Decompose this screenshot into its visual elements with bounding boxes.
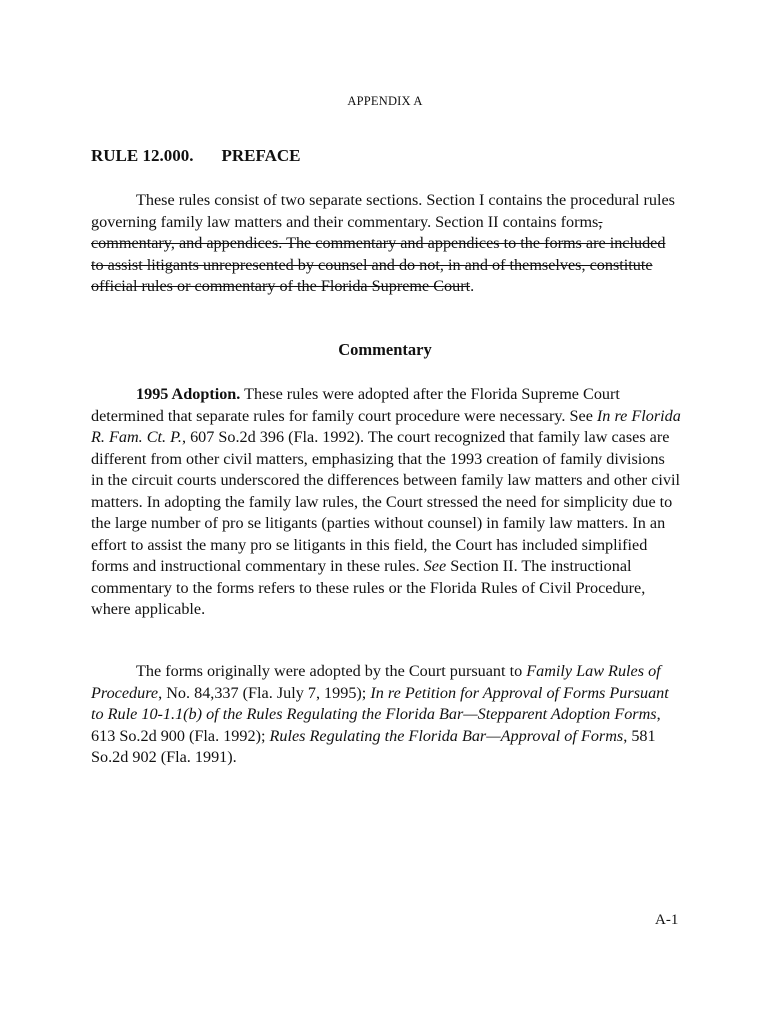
rule-heading bbox=[91, 146, 301, 166]
see-signal: See bbox=[423, 557, 447, 575]
paragraph-text: , 581 So.2d 902 (Fla. 1991). bbox=[91, 726, 656, 766]
paragraph-text: Section II. The instructional commentary to the forms refers to these rules or the Florida Rules of Civil Procedure, where applicable. bbox=[91, 557, 646, 618]
case-citation: Rules Regulating the Florida Bar—Approval of Forms bbox=[269, 726, 624, 745]
commentary-heading: Commentary bbox=[338, 340, 432, 359]
page-number: A-1 bbox=[655, 912, 679, 928]
adoption-lead: 1995 Adoption. bbox=[136, 385, 241, 403]
case-citation: In re Florida R. Fam. Ct. P. bbox=[91, 406, 681, 446]
preface-text-end: . bbox=[470, 277, 475, 295]
paragraph-text: These rules were adopted after the Florida Supreme Court determined that separate rules for family court procedure were necessary. See bbox=[91, 385, 620, 425]
paragraph-text: The forms originally were adopted by the Court pursuant to bbox=[136, 662, 527, 680]
struck-text: , commentary, and appendices. The commentary and appendices to the forms are included to assist litigants unrepresented by counsel and do not, in and of themselves, constitute official rules or commentary of the Florida Supreme Court bbox=[91, 212, 666, 295]
case-citation: In re Petition for Approval of Forms Pursuant to Rule 10-1.1(b) of the Rules Regulating the Florida Bar—Stepparent Adoption Forms bbox=[91, 683, 669, 723]
preface-text: These rules consist of two separate sections. Section I contains the procedural rules governing family law matters and their commentary. Section II contains forms bbox=[91, 191, 675, 231]
commentary-paragraph-1 bbox=[91, 384, 681, 621]
rule-title: PREFACE bbox=[221, 146, 301, 165]
appendix-header: APPENDIX A bbox=[347, 94, 423, 108]
paragraph-text: , 607 So.2d 396 (Fla. 1992). The court recognized that family law cases are different from other civil matters, emphasizing that the 1993 creation of family divisions in the circuit courts underscored the differences between family law matters and other civil matters. In adopting the family law rules, the Court stressed the need for simplicity due to the large number of pro se litigants (parties without counsel) in family law matters. In an effort to assist the many pro se litigants in this field, the Court has included simplified forms and instructional commentary in these rules. bbox=[91, 428, 680, 575]
commentary-paragraph-2 bbox=[91, 661, 681, 769]
rule-number: RULE 12.000. bbox=[91, 146, 194, 165]
preface-paragraph bbox=[91, 190, 681, 298]
paragraph-text: , 613 So.2d 900 (Fla. 1992); bbox=[91, 705, 661, 745]
case-citation: Family Law Rules of Procedure bbox=[91, 662, 661, 702]
paragraph-text: , No. 84,337 (Fla. July 7, 1995); bbox=[158, 683, 371, 702]
